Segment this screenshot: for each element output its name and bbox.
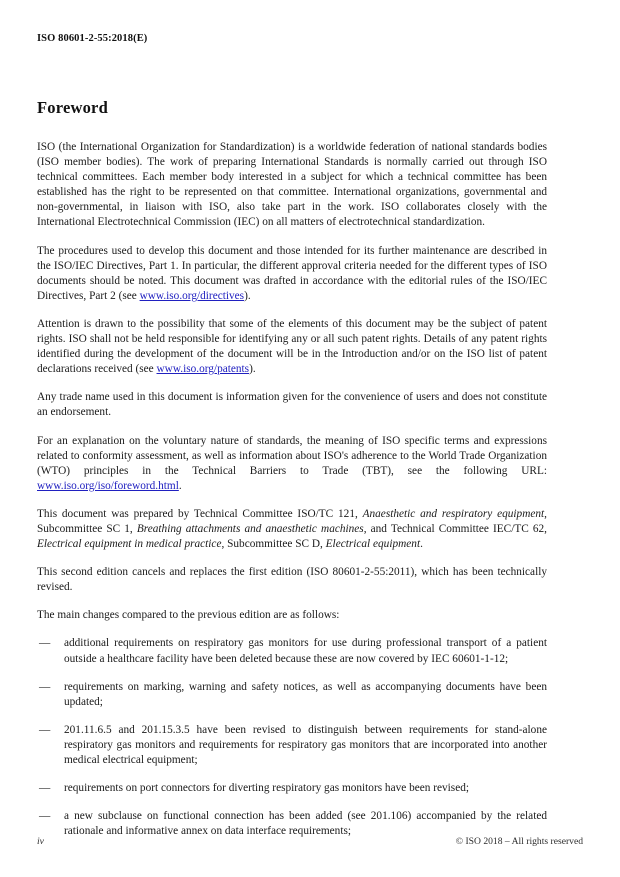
paragraph-voluntary-nature: [37, 434, 547, 494]
committee-text-segment-3: , and Technical Committee IEC/TC 62,: [363, 522, 548, 535]
page-number: iv: [37, 836, 44, 847]
page-footer: [37, 836, 583, 852]
changes-list: [37, 636, 547, 839]
committee-title-sc1: Breathing attachments and anaesthetic machines: [136, 522, 364, 535]
list-item-label: 201.11.6.5 and 201.15.3.5 have been revised to distinguish between requirements for stand-alone respiratory gas monitors and requirements for respiratory gas monitors that are incorporated into another medical electrical equipment;: [64, 723, 547, 766]
em-dash-marker-icon: —: [39, 723, 51, 736]
em-dash-marker-icon: —: [39, 810, 51, 823]
list-item: [37, 680, 547, 710]
paragraph-text: ISO (the International Organization for Standardization) is a worldwide federation of national standards bodies (ISO member bodies). The work of preparing International Standards is normally carried out through ISO technical committees. Each member body interested in a subject for which a technical committee has been established has the right to be represented on that committee. International organizations, governmental and non-governmental, in liaison with ISO, also take part in the work. ISO collaborates closely with the International Electrotechnical Commission (IEC) on all matters of electrotechnical standardization.: [37, 141, 547, 229]
list-item-label: a new subclause on functional connection has been added (see 201.106) accompanied by the related rationale and informative annex on data interface requirements;: [64, 810, 547, 838]
paragraph-procedures-directives: [37, 244, 547, 304]
document-body: [37, 98, 547, 852]
paragraph-iso-description: [37, 140, 547, 231]
copyright-notice: © ISO 2018 – All rights reserved: [455, 836, 583, 847]
list-item-label: additional requirements on respiratory gas monitors for use during professional transport of a patient outside a healthcare facility have been deleted because these are now covered by IEC 60601-1-12;: [64, 637, 547, 665]
link-iso-foreword[interactable]: www.iso.org/iso/foreword.html: [37, 479, 179, 492]
paragraph-committee-preparation: [37, 507, 547, 552]
paragraph-patent-rights: [37, 317, 547, 377]
paragraph-text: Any trade name used in this document is information given for the convenience of users and does not constitute an endorsement.: [37, 391, 547, 419]
list-item: [37, 809, 547, 839]
paragraph-text: The main changes compared to the previous edition are as follows:: [37, 609, 340, 622]
paragraph-text-before-link: The procedures used to develop this document and those intended for its further maintenance are described in the ISO/IEC Directives, Part 1. In particular, the different approval criteria needed for the different types of ISO documents should be noted. This document was drafted in accordance with the editorial rules of the ISO/IEC Directives, Part 2 (see: [37, 244, 547, 302]
paragraph-trade-name: [37, 390, 547, 420]
list-item-label: requirements on port connectors for diverting respiratory gas monitors have been revised;: [64, 782, 469, 795]
paragraph-text-after-link: ).: [249, 363, 256, 376]
committee-text-segment-1: This document was prepared by Technical Committee ISO/TC 121,: [37, 507, 363, 520]
paragraph-text-after-link: .: [178, 479, 182, 492]
committee-text-segment-5: .: [420, 538, 423, 551]
paragraph-text-after-link: ).: [244, 289, 251, 302]
em-dash-marker-icon: —: [39, 637, 51, 650]
list-item-label: requirements on marking, warning and safety notices, as well as accompanying documents have been updated;: [64, 680, 547, 708]
paragraph-second-edition: [37, 565, 547, 595]
list-item: [37, 781, 547, 796]
paragraph-text-before-link: For an explanation on the voluntary nature of standards, the meaning of ISO specific terms and expressions related to conformity assessment, as well as information about ISO's adherence to the World Trade Organization (WTO) principles in the Technical Barriers to Trade (TBT), see the following URL:: [37, 434, 547, 477]
link-iso-patents[interactable]: www.iso.org/patents: [156, 363, 250, 376]
committee-text-segment-4: , Subcommittee SC D,: [221, 538, 326, 551]
link-iso-directives[interactable]: www.iso.org/directives: [139, 289, 245, 302]
paragraph-text-before-link: Attention is drawn to the possibility that some of the elements of this document may be the subject of patent rights. ISO shall not be held responsible for identifying any or all such patent rights. Details of any patent rights identified during the development of the document will be in the Introduction and/or on the ISO list of patent declarations received (see: [37, 317, 547, 376]
committee-title-tc121: Anaesthetic and respiratory equipment: [362, 507, 545, 520]
list-item: [37, 723, 547, 768]
committee-title-iec-tc62: Electrical equipment in medical practice: [37, 538, 222, 551]
page-title: Foreword: [37, 98, 108, 117]
em-dash-marker-icon: —: [39, 782, 51, 795]
paragraph-main-changes-intro: [37, 608, 547, 623]
committee-title-scd: Electrical equipment: [325, 538, 421, 551]
running-header-standard-reference: ISO 80601-2-55:2018(E): [37, 33, 148, 44]
paragraph-text: This second edition cancels and replaces the first edition (ISO 80601-2-55:2011), which has been technically revised.: [37, 566, 547, 594]
em-dash-marker-icon: —: [39, 680, 51, 693]
list-item: [37, 636, 547, 666]
committee-text-segment-2: , Subcommittee SC 1,: [37, 507, 547, 535]
